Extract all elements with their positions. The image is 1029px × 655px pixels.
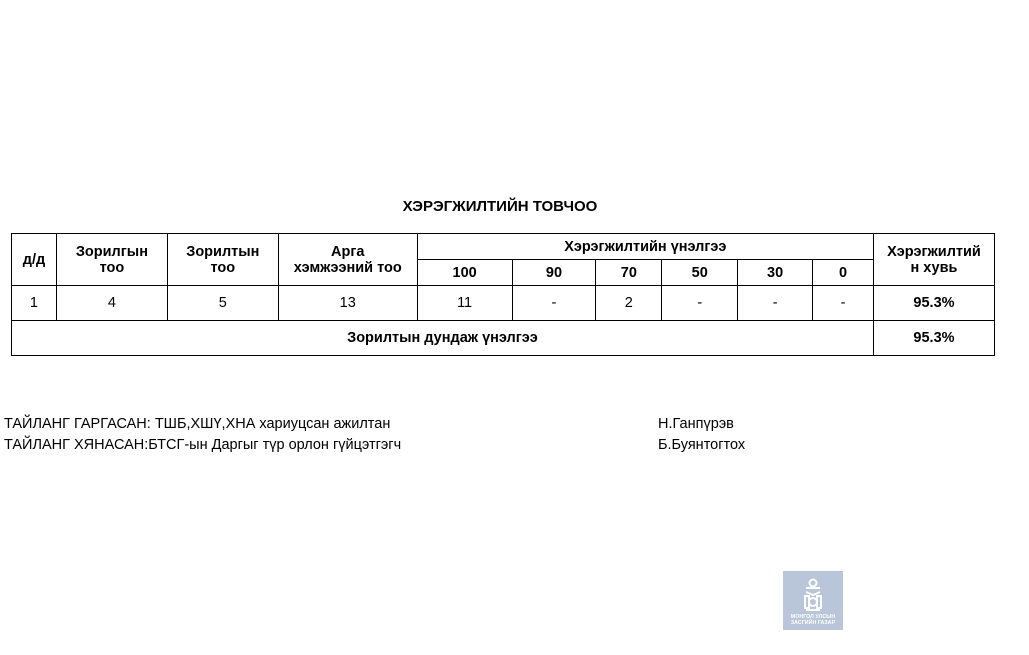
cell-score-0: -: [813, 286, 874, 321]
header-score-100: 100: [417, 260, 512, 286]
prepared-by-line: [4, 416, 734, 432]
cell-objectives-count: 5: [167, 286, 278, 321]
header-score-50: 50: [662, 260, 738, 286]
soyombo-icon: [800, 576, 826, 612]
cell-percent: 95.3%: [873, 286, 994, 321]
header-goals-count: Зорилгын тоо: [56, 234, 167, 286]
document-title: ХЭРЭГЖИЛТИЙН ТОВЧОО: [402, 198, 598, 215]
header-activities-count: Арга хэмжээний тоо: [278, 234, 417, 286]
cell-score-30: -: [738, 286, 813, 321]
reviewed-by-line: [4, 437, 746, 453]
cell-activities-count: 13: [278, 286, 417, 321]
cell-score-70: 2: [596, 286, 662, 321]
cell-dd: 1: [12, 286, 57, 321]
cell-score-50: -: [662, 286, 738, 321]
average-value: 95.3%: [873, 321, 994, 356]
header-score-30: 30: [738, 260, 813, 286]
prepared-by-name: Н.Ганпүрэв: [658, 416, 734, 432]
reviewed-by-name: Б.Буянтогтох: [658, 437, 746, 453]
prepared-by-label: ТАЙЛАНГ ГАРГАСАН: ТШБ,ХШҮ,ХНА хариуцсан ажилтан: [4, 416, 391, 432]
table-row: [12, 286, 995, 321]
government-emblem: [783, 571, 843, 630]
header-score-90: 90: [512, 260, 596, 286]
header-score-70: 70: [596, 260, 662, 286]
cell-goals-count: 4: [56, 286, 167, 321]
header-percent: Хэрэгжилтий н хувь: [873, 234, 994, 286]
cell-score-90: -: [512, 286, 596, 321]
implementation-summary-table: [11, 233, 995, 356]
reviewed-by-label: ТАЙЛАНГ ХЯНАСАН:БТСГ-ын Даргыг түр орлон гүйцэтгэгч: [4, 437, 402, 453]
header-evaluation: Хэрэгжилтийн үнэлгээ: [417, 234, 873, 260]
cell-score-100: 11: [417, 286, 512, 321]
header-objectives-count: Зорилтын тоо: [167, 234, 278, 286]
average-label: Зорилтын дундаж үнэлгээ: [12, 321, 874, 356]
header-row: [12, 234, 995, 260]
header-dd: д/д: [12, 234, 57, 286]
emblem-caption: МОНГОЛ УЛСЫН ЗАСГИЙН ГАЗАР: [790, 614, 836, 626]
average-row: [12, 321, 995, 356]
header-score-0: 0: [813, 260, 874, 286]
